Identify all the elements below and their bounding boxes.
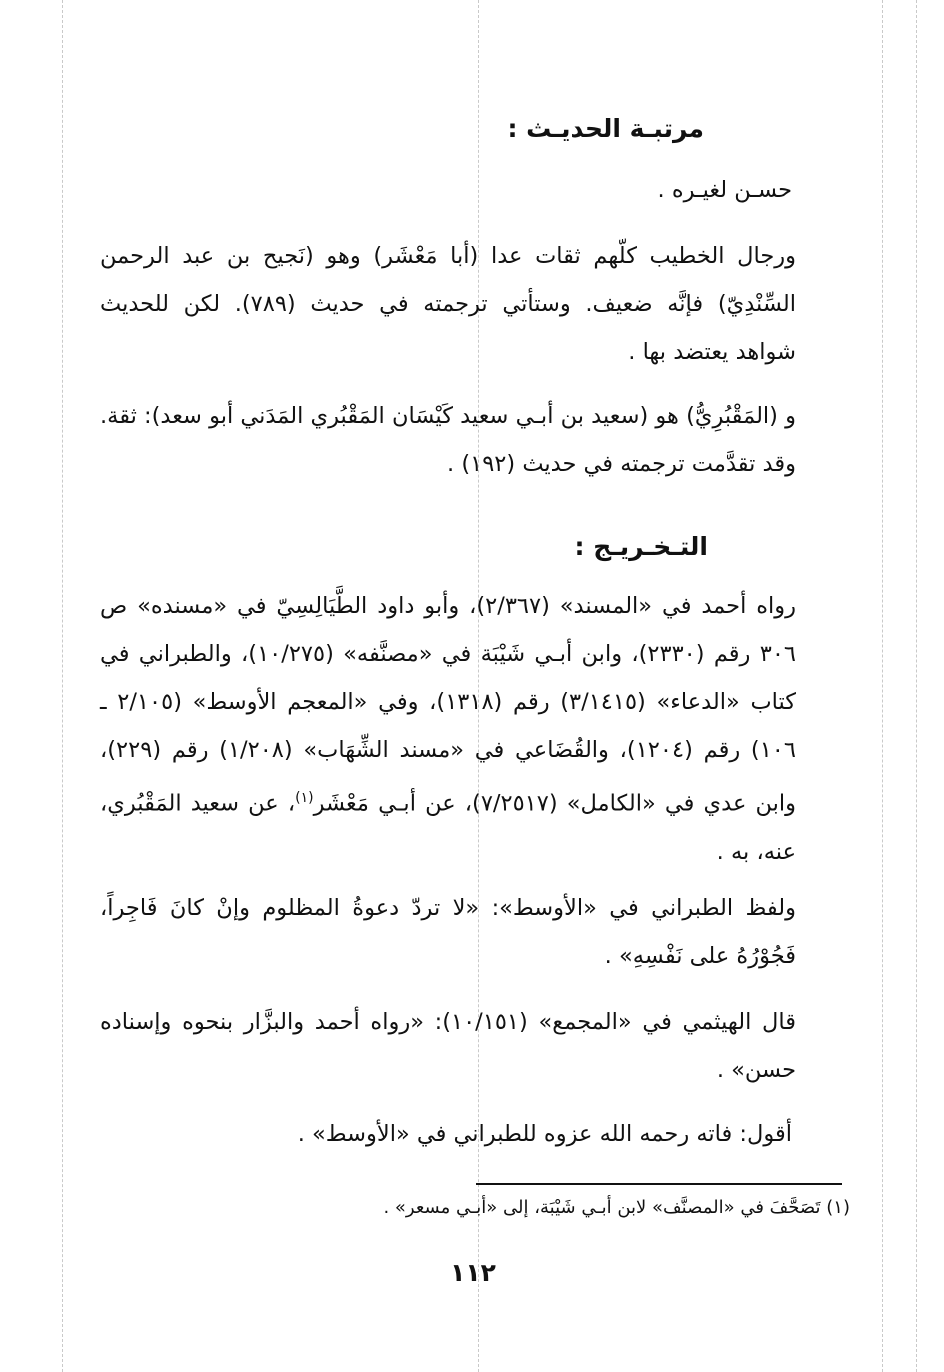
footnote-marker: (١) — [295, 790, 314, 806]
footnote-1: (١) تَصَحَّفَ في «المصنَّف» لابن أبـي شَيْبَة، إلى «أبـي مسعر» . — [383, 1197, 850, 1218]
heading-hadith-status: مرتبـة الحديـث : — [507, 114, 704, 143]
page-number: ١١٢ — [450, 1258, 496, 1287]
paragraph-maqburi: و (المَقْبُرِيُّ) هو (سعيد بن أبـي سعيد كَيْسَان المَقْبُري المَدَني أبو سعد): ثقة. وقد تقدَّمت ترجمته في حديث (١٩٢) . — [100, 403, 796, 477]
paragraph-takhrij — [100, 582, 796, 876]
scan-guide-line — [882, 0, 883, 1372]
takhrij-text-part2: ، عن سعيد المَقْبُري، عنه، به . — [100, 790, 796, 865]
paragraph-aqul: أقول: فاته رحمه الله عزوه للطبراني في «الأوسط» . — [297, 1121, 792, 1147]
heading-takhrij: التـخـريـج : — [574, 532, 708, 561]
paragraph-tabarani-text: ولفظ الطبراني في «الأوسط»: «لا تردّ دعوةُ المظلوم وإنْ كانَ فَاجِراً، فَجُوْرُهُ على نَفْسِهِ» . — [100, 895, 796, 969]
status-verdict: حسـن لغيـره . — [657, 177, 792, 203]
scan-guide-line — [62, 0, 63, 1372]
paragraph-haythami: قال الهيثمي في «المجمع» (١٠/١٥١): «رواه أحمد والبزَّار بنحوه وإسناده حسن» . — [100, 1009, 796, 1083]
footnote-separator — [476, 1183, 842, 1185]
scan-guide-line — [916, 0, 917, 1372]
document-page — [100, 0, 796, 1372]
paragraph-narrators: ورجال الخطيب كلّهم ثقات عدا (أبا مَعْشَر) وهو (نَجيح بن عبد الرحمن السِّنْدِيّ) فإنَّه ضعيف. وستأتي ترجمته في حديث (٧٨٩). لكن للحديث شواهد يعتضد بها . — [100, 243, 796, 365]
takhrij-text-part1: رواه أحمد في «المسند» (٢/٣٦٧)، وأبو داود الطَّيَالِسِيّ في «مسنده» ص ٣٠٦ رقم (٢٣٣٠)، وابن أبـي شَيْبَة في «مصنَّفه» (١٠/٢٧٥)، والطبراني في كتاب «الدعاء» (٣/١٤١٥) رقم (١٣١٨)، وفي «المعجم الأوسط» (٢/١٠٥ ـ ١٠٦) رقم (١٢٠٤)، والقُضَاعي في «مسند الشِّهَاب» (١/٢٠٨) رقم (٢٢٩)، وابن عدي في «الكامل» (٧/٢٥١٧)، عن أبـي مَعْشَر — [100, 593, 797, 817]
